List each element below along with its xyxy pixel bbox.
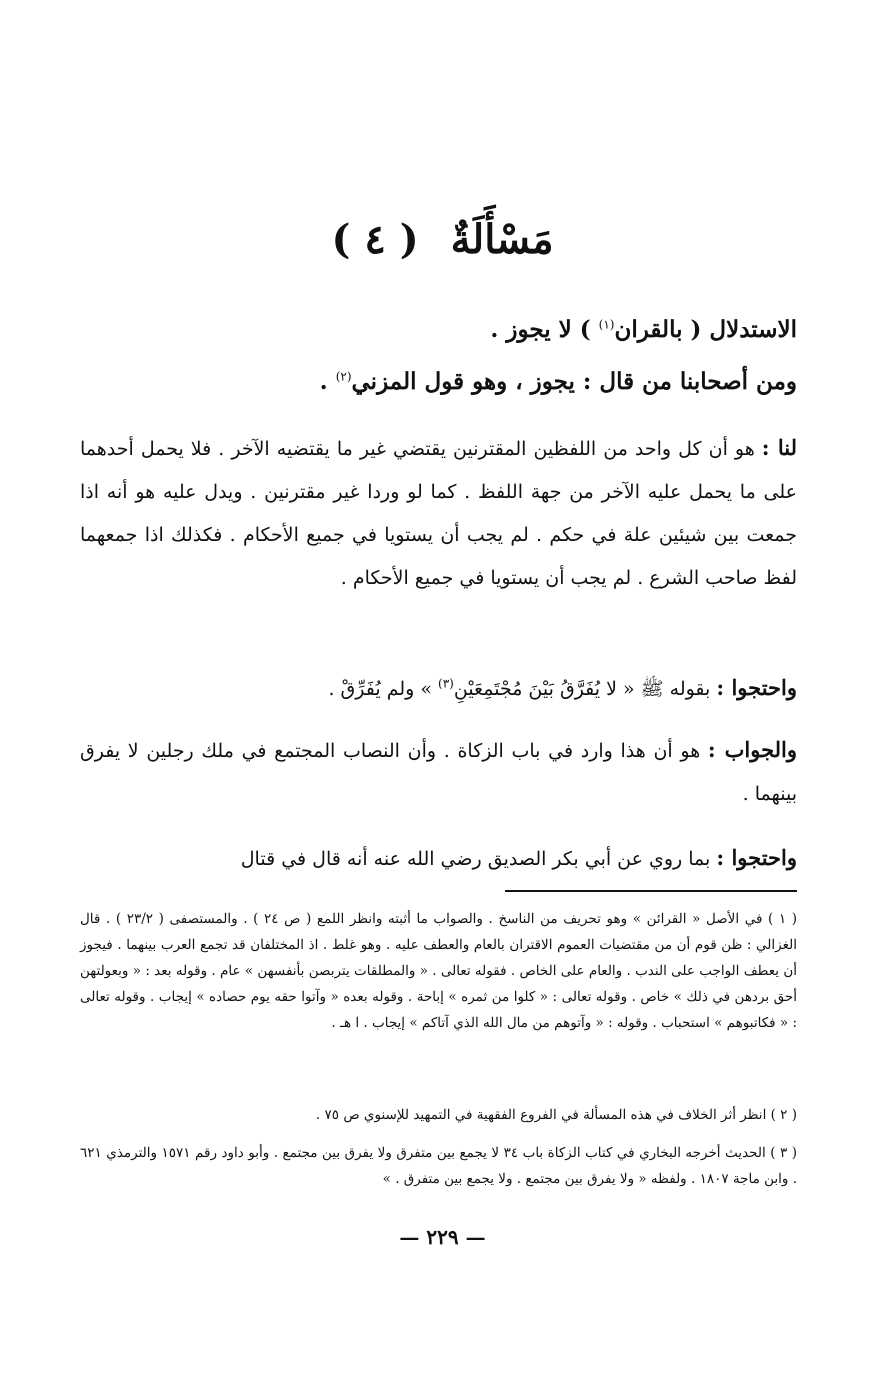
paragraph-objection-2 bbox=[80, 836, 797, 881]
paragraph-argument bbox=[80, 426, 797, 600]
heading-claim bbox=[100, 310, 797, 350]
footnote-ref-1: (١) bbox=[598, 317, 615, 332]
footnote-ref-3: (٣) bbox=[438, 676, 454, 691]
paragraph-argument-text: هو أن كل واحد من اللفظين المقترنين يقتضي غير ما يقتضيه الآخر . فلا يحمل أحدهما على ما يحمل عليه الآخر من جهة اللفظ . كما لو وردا غير مقترنين . ويدل عليه هو أنه اذا جمعت بين شيئين علة في حكم . لم يجب أن يستويا في جميع الأحكام . فكذلك اذا جمعهما لفظ صاحب الشرع . لم يجب أن يستويا في جميع الأحكام . bbox=[80, 438, 797, 589]
paragraph-argument-lead: لنا : bbox=[761, 435, 797, 460]
footnote-divider bbox=[505, 890, 797, 892]
page-number: — ٢٢٩ — bbox=[399, 1225, 486, 1249]
heading-counter-text: ومن أصحابنا من قال : يجوز ، وهو قول المزني bbox=[351, 368, 797, 395]
paragraph-objection-2-lead: واحتجوا : bbox=[716, 845, 797, 870]
paragraph-objection-2-text: بما روي عن أبي بكر الصديق رضي الله عنه أنه قال في قتال bbox=[240, 848, 711, 870]
footnote-2: ( ٢ ) انظر أثر الخلاف في هذه المسألة في الفروع الفقهية في التمهيد للإسنوي ص ٧٥ . bbox=[315, 1107, 797, 1123]
footnote-ref-2: (٢) bbox=[335, 369, 352, 384]
paragraph-answer bbox=[80, 728, 797, 816]
section-title-word: مَسْأَلَةٌ bbox=[450, 216, 554, 263]
heading-counter-tail: . bbox=[319, 368, 328, 395]
heading-counter bbox=[100, 362, 797, 402]
paragraph-objection-1-lead: واحتجوا : bbox=[716, 675, 797, 700]
paragraph-answer-lead: والجواب : bbox=[707, 737, 797, 762]
paragraph-objection-1-text: بقوله ﷺ « لا يُفَرَّقُ بَيْنَ مُجْتَمِعَيْنِ bbox=[453, 678, 711, 700]
footnote-3: ( ٣ ) الحديث أخرجه البخاري في كتاب الزكاة باب ٣٤ لا يجمع بين متفرق ولا يفرق بين مجتمع . وأبو داود رقم ١٥٧١ والترمذي ٦٢١ . وابن ماجة ١٨٠٧ . ولفظه « ولا يفرق بين مجتمع . ولا يجمع بين متفرق . » bbox=[80, 1145, 798, 1187]
section-number: ( ٤ ) bbox=[331, 216, 419, 263]
heading-claim-text: الاستدلال ( بالقران bbox=[614, 316, 797, 343]
paragraph-answer-text: هو أن هذا وارد في باب الزكاة . وأن النصاب المجتمع في ملك رجلين لا يفرق بينهما . bbox=[80, 740, 797, 805]
paragraph-objection-1 bbox=[80, 666, 797, 711]
heading-claim-tail: ) لا يجوز . bbox=[490, 316, 591, 343]
section-title bbox=[0, 212, 885, 268]
paragraph-objection-1-tail: » ولم يُفَرِّقْ . bbox=[328, 678, 432, 700]
footnote-1: ( ١ ) في الأصل « القرائن » وهو تحريف من الناسخ . والصواب ما أثبته وانظر اللمع ( ص ٢٤ ) . والمستصفى ( ٢٣/٢ ) . قال الغزالي : ظن قوم أن من مقتضيات العموم الاقتران بالعام والعطف عليه . وهو غلط . اذ المختلفان قد تجمع العرب بينهما . فيجوز أن يعطف الواجب على الندب . والعام على الخاص . فقوله تعالى . « والمطلقات يتربصن بأنفسهن » عام . وقوله بعد : « وبعولتهن أحق بردهن في ذلك » خاص . وقوله تعالى : « كلوا من ثمره » إباحة . وقوله بعده « وآتوا حقه يوم حصاده » إيجاب . وقوله تعالى : « فكاتبوهم » استحباب . وقوله : « وآتوهم من مال الله الذي آتاكم » إيجاب . ا هـ . bbox=[80, 911, 798, 1031]
